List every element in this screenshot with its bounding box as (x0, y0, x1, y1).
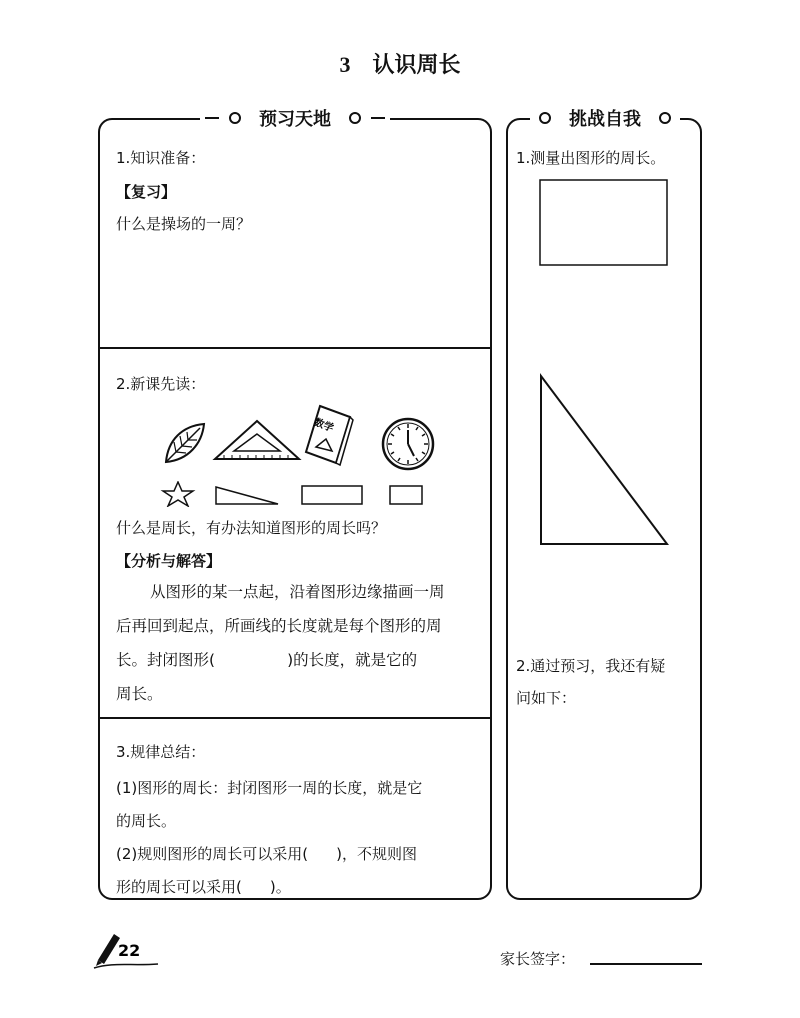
star-icon (160, 481, 196, 507)
review-label: 【复习】 (116, 183, 177, 201)
leaf-icon (162, 420, 208, 466)
math-book-icon (302, 403, 354, 467)
rule-1-line-1: (1)图形的周长：封闭图形一周的长度，就是它 (116, 779, 423, 797)
challenge-question-2-line-1: 2.通过预习，我还有疑 (516, 657, 666, 675)
section2-heading: 2.新课先读： (116, 375, 206, 393)
analysis-label: 【分析与解答】 (116, 552, 222, 570)
right-triangle-icon (212, 484, 280, 506)
lesson-title: 认识周长 (372, 53, 461, 78)
challenge-panel-header (530, 104, 680, 132)
clock-icon (380, 416, 436, 472)
small-rectangle-icon (388, 484, 424, 506)
rule-2-line-2 (116, 877, 291, 897)
pencil-icon (92, 926, 162, 970)
preview-panel-header (200, 104, 390, 132)
page-number: 22 (118, 941, 141, 960)
header-dot-icon (349, 112, 361, 124)
review-question: 什么是操场的一周？ (116, 215, 252, 233)
section-divider (100, 347, 490, 349)
lesson-number: 3 (339, 52, 351, 77)
preview-header-label: 预习天地 (259, 109, 331, 130)
perimeter-question: 什么是周长，有办法知道图形的周长吗？ (116, 519, 387, 537)
para-line-2: 后再回到起点，所画线的长度就是每个图形的周 (116, 617, 442, 635)
para-line-3a: 长。封闭图形( (116, 651, 216, 669)
measure-triangle (536, 372, 672, 550)
para-line-3b: )的长度，就是它的 (287, 651, 418, 669)
set-square-icon (212, 418, 302, 462)
rule-2-text-c: 形的周长可以采用( (116, 878, 242, 896)
header-dot-icon (659, 112, 671, 124)
rectangle-icon (300, 484, 364, 506)
rule-2-text-b: )，不规则图 (336, 845, 417, 863)
challenge-header-label: 挑战自我 (569, 109, 641, 130)
section3-heading: 3.规律总结： (116, 743, 206, 761)
rule-1-line-2: 的周长。 (116, 812, 177, 830)
header-dot-icon (229, 112, 241, 124)
measure-rectangle (538, 178, 670, 268)
para-line-4: 周长。 (116, 685, 163, 703)
page-title (0, 48, 800, 79)
rule-2-text-a: (2)规则图形的周长可以采用( (116, 845, 309, 863)
challenge-question-2-line-2: 问如下： (516, 689, 577, 707)
section-divider (100, 717, 490, 719)
rule-2-line-1 (116, 844, 417, 864)
signature-line[interactable] (590, 963, 702, 965)
book-cover-label: 数学 (312, 417, 335, 435)
section1-heading: 1.知识准备： (116, 149, 206, 167)
challenge-question-1: 1.测量出图形的周长。 (516, 149, 666, 167)
analysis-paragraph (116, 575, 482, 711)
parent-signature-label: 家长签字： (500, 950, 576, 968)
rule-2-text-d: )。 (269, 878, 291, 896)
header-dot-icon (539, 112, 551, 124)
para-line-1: 从图形的某一点起，沿着图形边缘描画一周 (150, 583, 445, 601)
